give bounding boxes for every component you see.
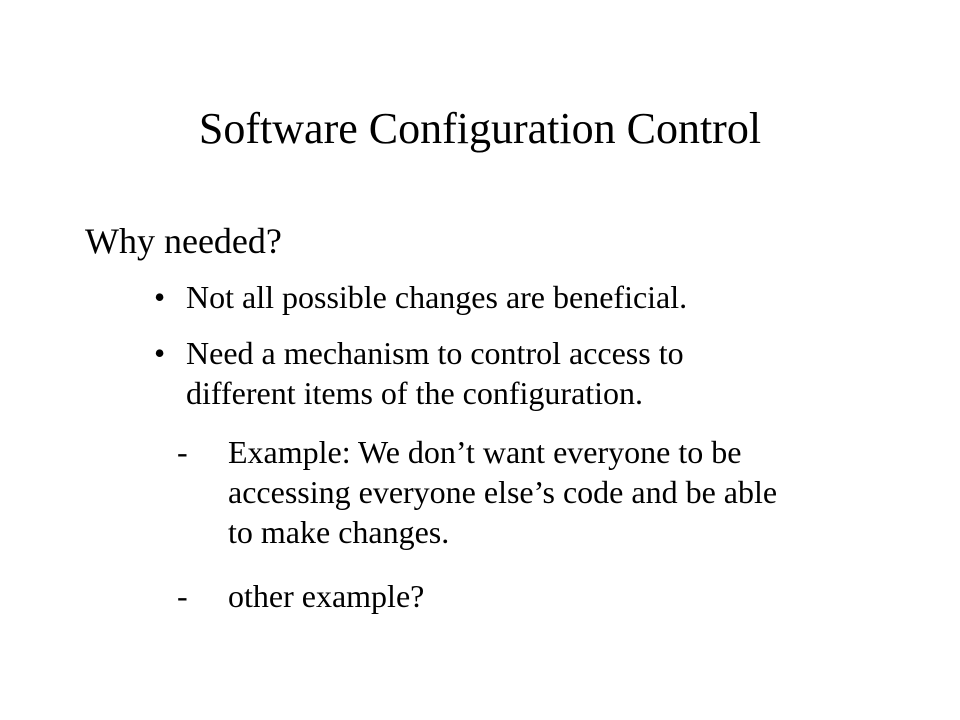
bullet-text	[186, 277, 687, 317]
bullet-line: Need a mechanism to control access to	[186, 335, 684, 371]
bullet-marker: •	[154, 335, 166, 371]
sub-bullet-marker: -	[177, 578, 188, 614]
slide-title: Software Configuration Control	[198, 104, 762, 153]
bullet-line: Not all possible changes are beneficial.	[186, 279, 688, 315]
sub-bullet-text	[228, 432, 777, 552]
sub-bullet-line: Example: We don’t want everyone to be	[228, 434, 742, 470]
bullet-line: different items of the configuration.	[186, 375, 644, 411]
sub-bullet-marker: -	[177, 434, 188, 470]
sub-bullet-line: to make changes.	[228, 514, 450, 550]
bullet-text	[186, 333, 684, 413]
bullet-marker: •	[154, 279, 166, 315]
sub-bullet-line: other example?	[228, 578, 425, 614]
section-heading: Why needed?	[85, 221, 282, 261]
sub-bullet-text	[228, 576, 424, 616]
sub-bullet-line: accessing everyone else’s code and be able	[228, 474, 778, 510]
